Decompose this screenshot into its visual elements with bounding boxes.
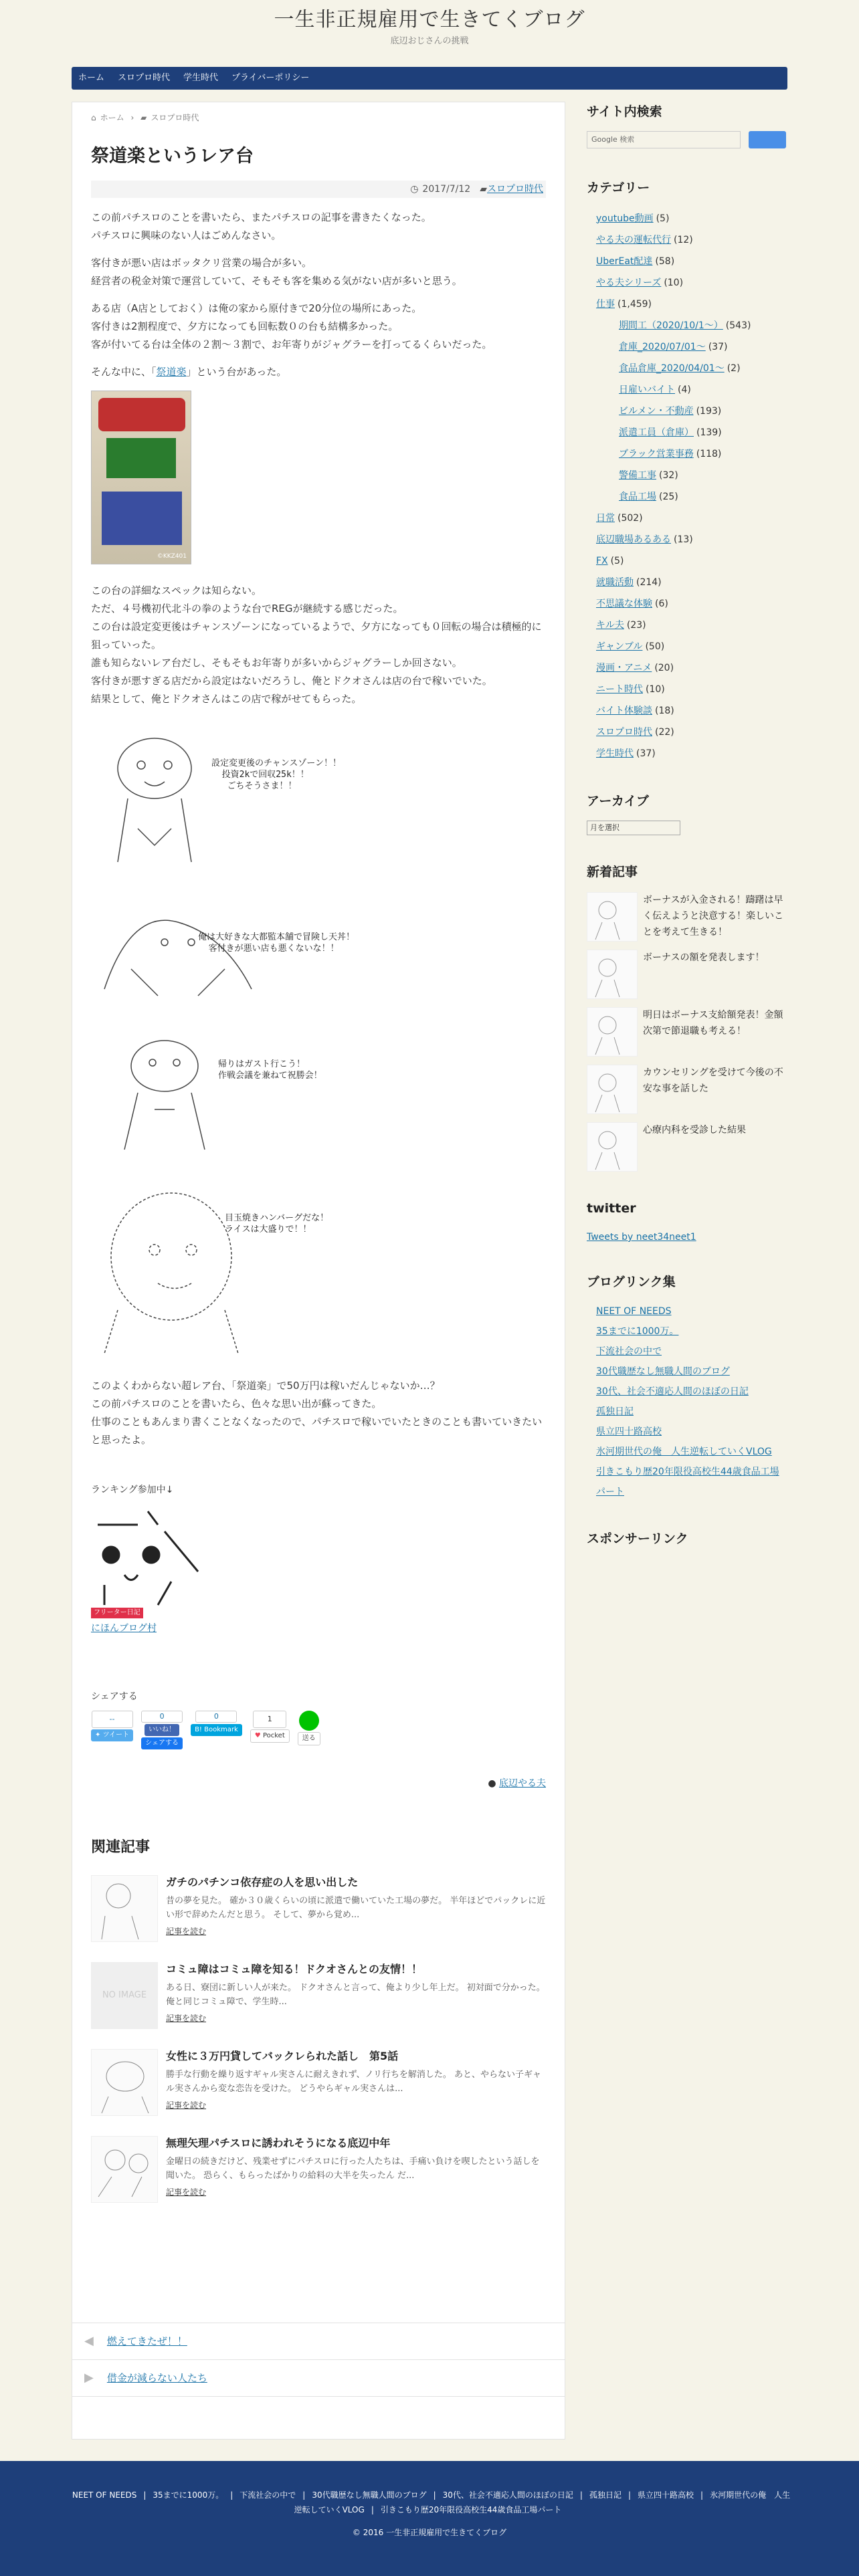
read-more-link[interactable]: 記事を読む [166,2187,207,2197]
copyright: © 2016 一生非正規雇用で生きてくブログ [352,2528,507,2537]
paragraph [91,300,546,354]
site-header [0,0,859,64]
archive-select[interactable]: 月を選択 [587,821,680,835]
sidebar [587,102,787,1569]
category-link[interactable]: 不思議な体験 [596,598,652,609]
line-icon [299,1711,319,1731]
new-post-item[interactable] [587,1122,787,1172]
new-posts-list [587,892,787,1172]
related-excerpt: 勝手な行動を繰り返すギャル実さんに耐えきれず、ノリ行ちを解消した。 あと、やらない子ギャル実さんから変な恋告を受けた。 どうやらギャル実さんは... [166,2069,542,2094]
arrow-left-icon: ◀ [84,2333,94,2348]
text-line: この前パチスロのことを書いたら、またパチスロの記事を書きたくなった。 [91,211,432,224]
blog-link[interactable]: 県立四十路高校 [596,1426,662,1437]
category-link[interactable]: 倉庫_2020/07/01〜 [619,341,706,352]
category-count: (20) [654,662,674,673]
post-meta [91,181,546,198]
category-item [587,636,787,657]
twitter-icon: ✦ [95,1731,103,1739]
new-post-thumbnail[interactable] [587,1065,638,1114]
category-widget [587,178,787,764]
archive-widget [587,791,787,835]
related-thumbnail[interactable]: NO IMAGE [91,1962,158,2029]
category-link[interactable]: 食品工場 [619,491,656,502]
blog-link[interactable]: 35までに1000万。 [596,1325,679,1337]
text-line: 客付きが悪い店はボッタクリ営業の場合が多い。 [91,257,312,270]
prev-post[interactable] [72,2323,565,2360]
footer-link[interactable]: NEET OF NEEDS [72,2490,137,2500]
site-description: 底辺おじさんの挑戦 [390,36,469,46]
category-item [587,743,787,764]
category-count: (6) [655,598,668,609]
category-count: (13) [674,534,693,545]
new-post-title[interactable]: 心療内科を受診した結果 [643,1124,746,1136]
category-link[interactable]: ブラック営業事務 [619,448,694,459]
new-posts-heading: 新着記事 [587,865,638,880]
category-item [587,593,787,615]
text-line: この台は設定変更後はチャンスゾーンになっているようで、夕方になっても０回転の場合は積極的に狙っていった。 [91,621,542,651]
text-line: 仕事のこともあんまり書くことなくなったので、パチスロで稼いでいたときのことも書いていきたいと思ったよ。 [91,1416,543,1446]
new-post-item[interactable] [587,1007,787,1057]
footer-link[interactable]: 氷河期世代の俺 人生逆転していくVLOG [294,2490,791,2514]
blog-link-item [587,1321,787,1341]
footer-separator: | [579,2490,583,2500]
related-item[interactable] [91,1962,546,2029]
category-item [587,486,787,508]
footer-separator: | [302,2490,306,2500]
new-post-thumbnail[interactable] [587,892,638,942]
folder-icon: ▰ [480,183,487,195]
new-post-item[interactable] [587,950,787,999]
category-link[interactable]: FX [596,555,608,566]
category-count: (18) [655,705,674,716]
category-count: (50) [645,641,665,652]
category-link[interactable]: キル夫 [596,619,624,631]
footer-separator: | [700,2490,704,2500]
category-item [587,572,787,593]
category-list [587,208,787,764]
pocket-button[interactable]: ♥ Pocket [250,1729,290,1743]
post-pager [72,2323,565,2397]
twitter-share[interactable] [91,1711,133,1741]
blog-links-list [587,1301,787,1502]
footer-link[interactable]: 35までに1000万。 [153,2490,224,2500]
category-count: (4) [678,384,691,395]
blog-link[interactable]: 氷河期世代の俺 人生逆転していくVLOG [596,1446,772,1457]
text-line: パチスロに興味のない人はごめんなさい。 [91,229,282,242]
search-heading: サイト内検索 [587,104,662,119]
twitter-timeline-link[interactable]: Tweets by neet34neet1 [587,1231,696,1243]
text-line: この台の詳細なスペックは知らない。 [91,584,262,597]
sponsor-widget [587,1529,787,1549]
category-link[interactable]: 期間工（2020/10/1〜） [619,320,723,331]
blog-links-widget [587,1272,787,1502]
site-title[interactable]: 一生非正規雇用で生きてくブログ [274,8,585,31]
facebook-count: 0 [141,1711,183,1723]
aa-speech: 目玉焼きハンバーグだな！ ライスは大盛りで！！ [225,1213,329,1235]
category-item [587,722,787,743]
post-body [91,209,546,1449]
category-link[interactable]: 就職活動 [596,576,634,588]
read-more-link[interactable]: 記事を読む [166,2013,207,2023]
paragraph [91,1377,546,1449]
blog-link-item [587,1301,787,1321]
text-line: 誰も知らないレア台だし、そもそもお年寄りが多いからジャグラーしか回さない。 [91,657,462,669]
category-item [587,272,787,294]
category-link[interactable]: ビルメン・不動産 [619,405,694,417]
category-count: (23) [626,619,646,631]
category-link[interactable]: youtube動画 [596,213,654,224]
read-more-link[interactable]: 記事を読む [166,1926,207,1936]
category-count: (214) [636,576,662,588]
blog-link-item [587,1462,787,1502]
blog-link-item [587,1402,787,1422]
category-item [587,358,787,379]
ascii-art-4 [91,1183,412,1364]
breadcrumb [91,112,546,124]
related-item[interactable] [91,1875,546,1942]
sponsor-heading: スポンサーリンク [587,1531,688,1546]
category-count: (10) [646,683,665,695]
category-item [587,700,787,722]
category-count: (10) [664,277,684,288]
category-link[interactable]: 底辺職場あるある [596,534,671,545]
blog-link[interactable]: 30代職歴なし無職人間のブログ [596,1366,730,1377]
category-link[interactable]: 仕事 [596,298,615,310]
text-line: 客が付いてる台は全体の２割〜３割で、お年寄りがジャグラーを打ってるくらいだった。 [91,338,492,351]
blog-link-item [587,1442,787,1462]
category-count: (12) [674,234,693,245]
author-line [91,1776,546,1791]
related-title[interactable]: 女性に３万円貸してバックレられた話し 第5話 [166,2049,399,2062]
category-count: (58) [655,255,675,267]
clock-icon: ◷ [410,183,419,195]
category-count: (5) [610,555,624,566]
category-link[interactable]: ギャンブル [596,641,643,652]
blog-link-item [587,1422,787,1442]
twitter-count: -- [92,1711,133,1728]
blog-links-heading: ブログリンク集 [587,1274,676,1289]
category-count: (118) [696,448,722,459]
category-item [587,657,787,679]
category-count: (1,459) [617,298,652,310]
text-line: ある店（A店としておく）は俺の家から原付きで20分位の場所にあった。 [91,302,422,315]
category-item [587,251,787,272]
aa-speech: 帰りはガスト行こう！ 作戦会議を兼ねて祝勝会！ [218,1059,322,1081]
text-line: 結果として、俺とドクオさんはこの店で稼がせてもらった。 [91,693,362,706]
category-item [587,422,787,443]
ranking-banner[interactable] [91,1505,205,1618]
folder-icon: ▰ [140,113,147,122]
category-count: (25) [659,491,678,502]
category-item [587,443,787,465]
nav-home[interactable]: ホーム [78,72,105,83]
main-content [72,102,565,2440]
category-link[interactable]: UberEat配達 [596,255,653,267]
new-post-title[interactable]: 明日はボーナス支給額発表！金額次第で節退職も考える！ [643,1009,783,1037]
text-line: このよくわからない超レア台、「祭道楽」で50万円は稼いだんじゃないか…？ [91,1380,440,1392]
text-line: 経営者の税金対策で運営していて、そもそも客を集める気がない店が多いと思う。 [91,275,462,288]
footer-separator: | [628,2490,632,2500]
category-link[interactable]: ニート時代 [596,683,643,695]
facebook-share[interactable] [141,1711,183,1749]
category-item [587,208,787,229]
category-link[interactable]: 食品倉庫_2020/04/01〜 [619,362,725,374]
pocket-count: 1 [253,1711,286,1728]
related-excerpt: ある日、寮団に新しい人が来た。 ドクオさんと言って、俺より少し年上だ。 初対面で分かった。 俺と同じコミュ障で、学生時... [166,1982,545,2007]
post-category-link[interactable]: スロプロ時代 [487,183,543,195]
hatena-count: 0 [195,1711,237,1723]
text-line: ただ、４号機初代北斗の拳のような台でREGが継続する感じだった。 [91,603,403,615]
footer-link[interactable]: 下流社会の中で [240,2490,296,2500]
site-footer [0,2461,859,2576]
category-item [587,529,787,550]
nav-student[interactable]: 学生時代 [183,72,219,83]
ascii-art-3 [91,1029,412,1163]
category-item [587,336,787,358]
new-posts-widget [587,862,787,1171]
global-nav [72,67,787,90]
arrow-right-icon: ▶ [84,2370,94,2385]
blog-link[interactable]: 引きこもり歴20年限役高校生44歳食品工場パート [596,1466,779,1497]
related-excerpt: 昔の夢を見た。 確か３０歳くらいの頃に派遣で働いていた工場の夢だ。 半年ほどでパックレに近い形で辞めたんだと思う。 そして、夢から覚め... [166,1895,546,1920]
share-label: シェアする [91,1691,138,1702]
post-date: 2017/7/12 [422,183,471,195]
share-section [91,1689,546,1749]
related-item[interactable] [91,2049,546,2116]
blog-link[interactable]: NEET OF NEEDS [596,1305,672,1317]
ascii-art-1 [91,728,412,875]
matsuri-doraku-link[interactable]: 祭道楽 [156,366,187,379]
category-item [587,615,787,636]
blog-link[interactable]: 下流社会の中で [596,1346,662,1357]
footer-link[interactable]: 30代、社会不適応人間のほぼの日記 [442,2490,573,2500]
facebook-share-button[interactable]: シェアする [141,1737,183,1749]
next-post[interactable] [72,2360,565,2397]
slot-machine-image [91,391,191,564]
new-post-title[interactable]: カウンセリングを受けて今後の不安な事を話した [643,1067,783,1094]
related-excerpt: 金曜日の続きだけど、残業せずにパチスロに行った人たちは、手痛い負けを喫したという話しを聞いた。 恐らく、もらったばかりの給料の大半を失ったん だ... [166,2156,540,2181]
pocket-share[interactable] [250,1711,290,1743]
line-share[interactable] [298,1711,320,1745]
category-link[interactable]: 派遣工員（倉庫） [619,427,694,438]
twitter-share-button[interactable]: ✦ ツイート [91,1729,133,1741]
category-item [587,465,787,486]
related-title[interactable]: 無理矢理パチスロに誘われそうになる底辺中年 [166,2136,391,2149]
category-link[interactable]: やる夫シリーズ [596,277,662,288]
related-title[interactable]: コミュ障はコミュ障を知る！ドクオさんとの友情！！ [166,1962,423,1975]
category-link[interactable]: バイト体験談 [596,705,652,716]
footer-separator: | [433,2490,436,2500]
footer-link[interactable]: 孤独日記 [589,2490,622,2500]
footer-separator: | [371,2505,374,2514]
category-item [587,679,787,700]
blog-link[interactable]: 孤独日記 [596,1406,634,1417]
nav-privacy[interactable]: プライバーポリシー [231,72,310,83]
read-more-link[interactable]: 記事を読む [166,2100,207,2110]
new-post-item[interactable] [587,892,787,942]
related-title[interactable]: ガチのパチンコ依存症の人を思い出した [166,1875,359,1889]
category-count: (139) [696,427,722,438]
category-item [587,550,787,572]
paragraph [91,582,546,708]
footer-link[interactable]: 引きこもり歴20年限役高校生44歳食品工場パート [380,2505,562,2514]
category-link[interactable]: スロプロ時代 [596,726,652,738]
line-send-button[interactable]: 送る [298,1732,320,1745]
new-post-title[interactable]: ボーナスが入金される！躊躇は早く伝えようと決意する！楽しいことを考えて生きる！ [643,894,783,938]
footer-link[interactable]: 県立四十路高校 [638,2490,694,2500]
image-caption: ©KKZ401 [157,552,187,560]
pocket-icon: ♥ [254,1732,263,1740]
category-link[interactable]: 警備工事 [619,469,656,481]
category-link[interactable]: 日常 [596,512,615,524]
text-line: この前パチスロのことを書いたら、色々な思い出が蘇ってきた。 [91,1398,382,1410]
paragraph [91,363,546,381]
related-thumbnail[interactable] [91,1875,158,1942]
search-input[interactable]: Google 検索 [587,131,741,148]
article [72,102,565,2203]
text-line: 客付きが悪すぎる店だから設定はないだろうし、俺とドクオさんは店の台で稼いでいた。 [91,675,492,687]
related-item[interactable] [91,2136,546,2203]
breadcrumb-separator: › [130,113,134,122]
footer-separator: | [230,2490,233,2500]
category-link[interactable]: 学生時代 [596,748,634,759]
twitter-heading: twitter [587,1200,636,1216]
new-post-thumbnail[interactable] [587,950,638,999]
blog-link-item [587,1341,787,1362]
category-count: (22) [655,726,674,738]
breadcrumb-category[interactable]: スロプロ時代 [151,113,199,122]
new-post-item[interactable] [587,1065,787,1114]
category-count: (5) [656,213,670,224]
ascii-art-2 [91,895,412,1009]
footer-links [67,2488,792,2517]
new-post-thumbnail[interactable] [587,1007,638,1057]
paragraph [91,254,546,290]
category-count: (32) [659,469,678,481]
footer-link[interactable]: 30代職歴なし無職人間のブログ [312,2490,427,2500]
related-thumbnail[interactable] [91,2049,158,2116]
search-button[interactable] [749,131,786,148]
nihon-blog-mura-link[interactable]: にほんブログ村 [91,1622,157,1634]
footer-separator: | [143,2490,147,2500]
next-post-link[interactable]: 借金が減らない人たち [106,2372,207,2384]
blog-link[interactable]: 30代、社会不適応人間のほぼの日記 [596,1386,749,1397]
category-item [587,315,787,336]
paragraph [91,209,546,245]
category-count: (2) [727,362,741,374]
text-line: 客付きは2割程度で、夕方になっても回転数０の台も結構多かった。 [91,320,399,333]
category-count: (37) [636,748,656,759]
category-item [587,294,787,315]
category-count: (502) [617,512,643,524]
category-link[interactable]: やる夫の運転代行 [596,234,671,245]
aa-speech: 設定変更後のチャンスゾーン！！ 投資2kで回収25k！！ ごちそうさま！！ [211,758,341,792]
new-post-thumbnail[interactable] [587,1122,638,1172]
related-posts [91,1836,546,2203]
facebook-like-button[interactable]: いいね！ [145,1724,179,1736]
hatena-bookmark-button[interactable]: B! Bookmark [191,1724,242,1736]
category-count: (193) [696,405,722,417]
category-count: (37) [708,341,728,352]
aa-speech: 俺は大好きな大都監本舗で冒険し天丼！ 客付きが悪い店も悪くないな！！ [198,932,355,954]
twitter-widget [587,1198,787,1245]
category-link[interactable]: 日雇いバイト [619,384,675,395]
ranking-label: ランキング参加中↓ [91,1485,174,1496]
breadcrumb-home[interactable]: ホーム [100,113,124,122]
new-post-title[interactable]: ボーナスの額を発表します！ [643,952,765,963]
nav-slopro[interactable]: スロプロ時代 [118,72,171,83]
category-link[interactable]: 漫画・アニメ [596,662,652,673]
related-thumbnail[interactable] [91,2136,158,2203]
text-line: そんな中に、「 [91,366,157,379]
post-title: 祭道楽というレア台 [91,146,254,167]
category-count: (543) [725,320,751,331]
archive-heading: アーカイブ [587,793,649,809]
blog-link-item [587,1362,787,1382]
category-item [587,401,787,422]
prev-post-link[interactable]: 燃えてきたぜ！！ [106,2335,187,2347]
category-heading: カテゴリー [587,181,650,196]
category-item [587,379,787,401]
category-item [587,508,787,529]
text-line: 」という台があった。 [186,366,287,379]
home-icon: ⌂ [91,113,96,122]
ranking-tag: フリーター日記 [91,1608,143,1618]
author-link[interactable]: 底辺やる夫 [499,1778,546,1790]
ranking-section [91,1483,546,1636]
user-icon: ● [488,1778,496,1790]
category-item [587,229,787,251]
search-widget [587,102,787,148]
hatena-bookmark[interactable] [191,1711,242,1736]
blog-link-item [587,1382,787,1402]
related-heading: 関連記事 [91,1838,151,1856]
